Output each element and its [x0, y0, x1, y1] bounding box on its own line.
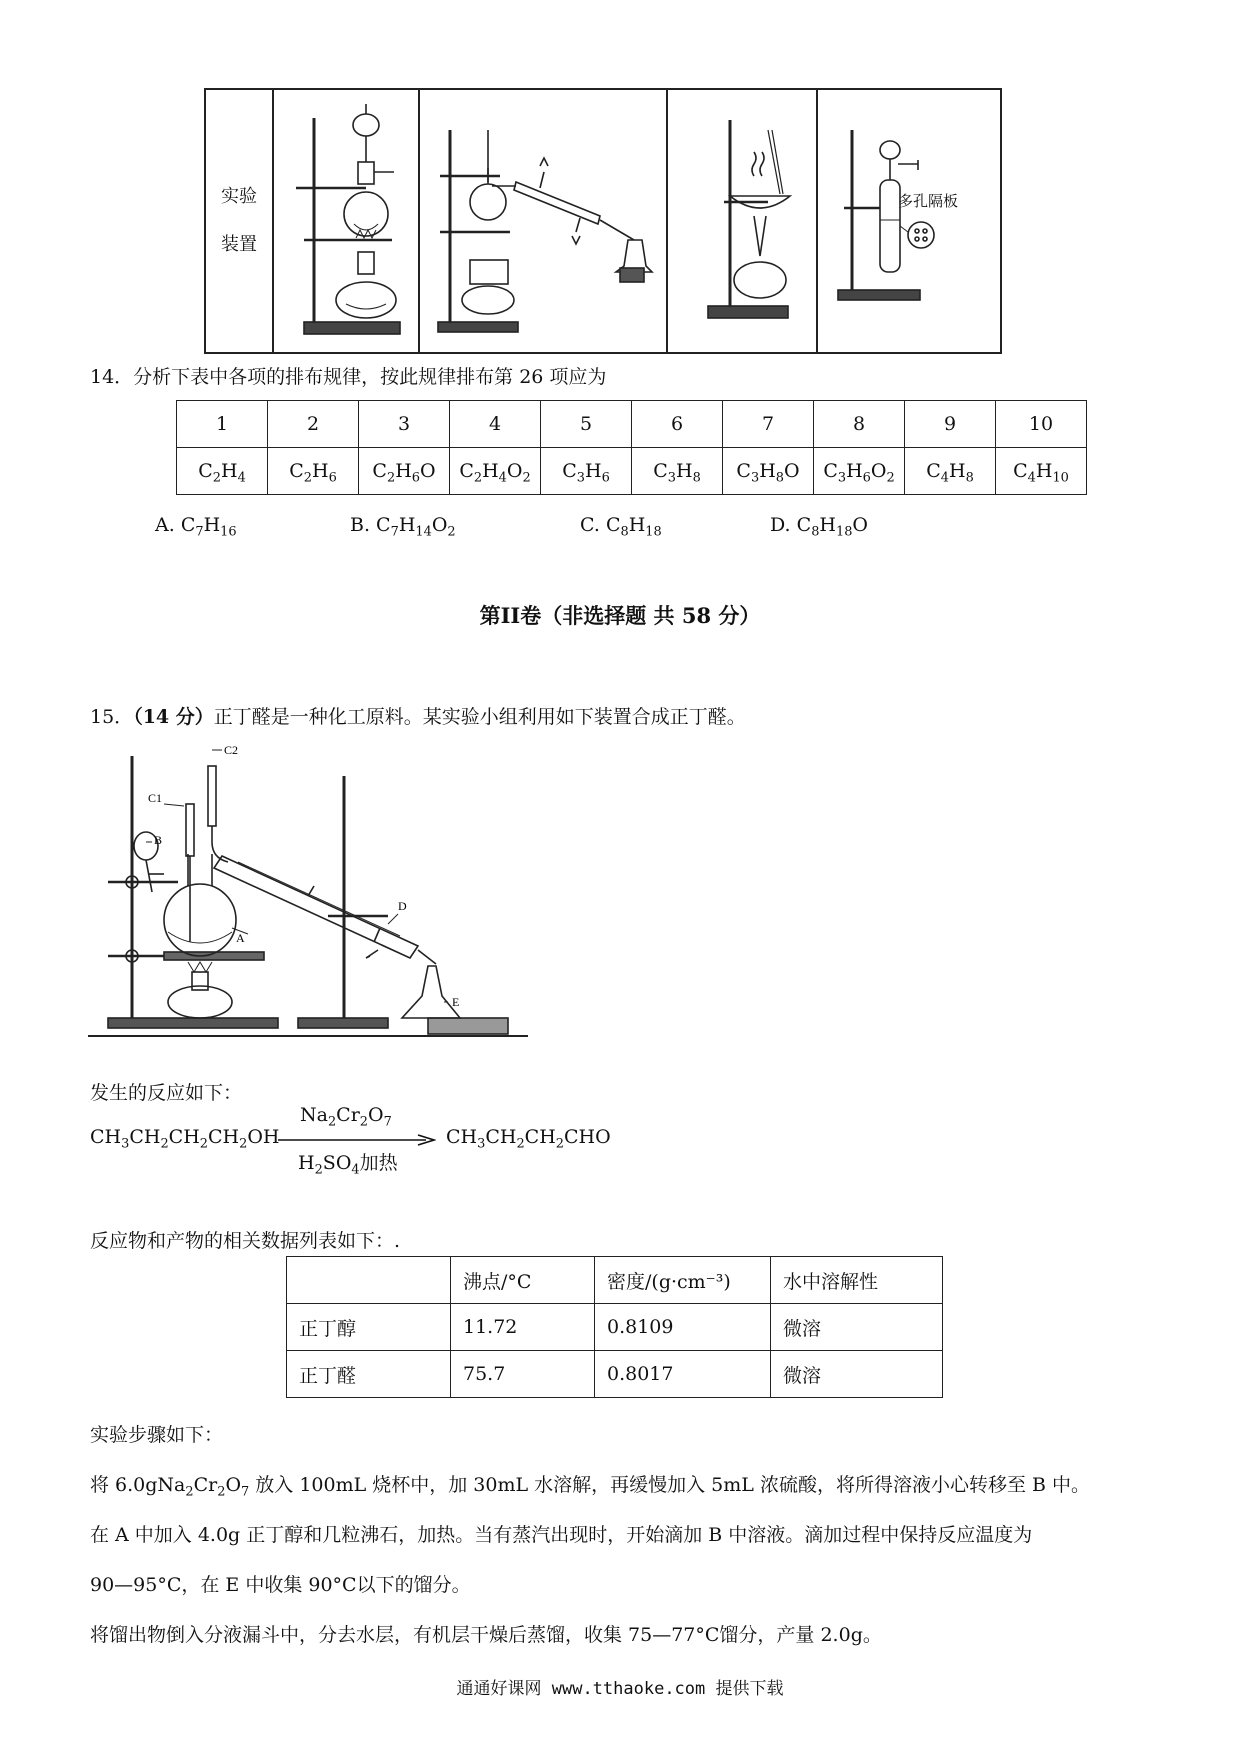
sequence-formula-cell	[541, 448, 632, 495]
sequence-index-row	[177, 401, 1087, 448]
apparatus-3-drawing	[668, 90, 816, 348]
formula-symbol: H	[759, 460, 776, 482]
formula-subscript: 6	[411, 470, 420, 486]
option-formula-symbol: C	[605, 514, 621, 536]
option-formula-subscript: 8	[620, 524, 629, 540]
formula-symbol: C	[289, 460, 304, 482]
reaction-reagent-top	[300, 1104, 392, 1130]
reagent-condition: 加热	[359, 1152, 398, 1174]
reaction-reagent-bottom	[298, 1148, 398, 1178]
formula-subscript: 2	[522, 470, 531, 486]
reagent-subscript: 2	[327, 1114, 337, 1130]
formula-subscript: 4	[237, 470, 246, 486]
sequence-formula-row	[177, 448, 1087, 495]
q14-option[interactable]	[580, 514, 662, 540]
sequence-formula-cell	[723, 448, 814, 495]
formula-subscript: 2	[386, 470, 396, 486]
table-intro: 反应物和产物的相关数据列表如下：.	[90, 1230, 401, 1252]
option-formula-subscript: 8	[811, 524, 820, 540]
sequence-formula-cell	[996, 448, 1087, 495]
reactant-subscript: 2	[239, 1136, 248, 1152]
q14-option-letter: A.	[155, 514, 181, 536]
formula-symbol: C	[823, 460, 838, 482]
formula-symbol: H	[220, 460, 238, 482]
reagent-symbol: H	[298, 1152, 315, 1174]
reactant-symbol: CH	[207, 1126, 240, 1148]
q15-points: （14 分）	[133, 706, 214, 728]
sequence-formula-cell	[814, 448, 905, 495]
row-label-line1: 实验	[221, 186, 257, 207]
data-table-row	[287, 1351, 943, 1398]
option-formula-subscript: 14	[415, 524, 432, 540]
sequence-formula-cell	[905, 448, 996, 495]
formula-subscript: 4	[940, 470, 949, 486]
formula-symbol: H	[482, 460, 499, 482]
data-table-cell: 正丁醇	[287, 1304, 451, 1351]
formula-symbol: C	[198, 460, 213, 482]
product-symbol: CH	[485, 1126, 517, 1148]
data-table-cell: 75.7	[451, 1351, 595, 1398]
data-table-cell: 正丁醛	[287, 1351, 451, 1398]
formula-symbol: C	[372, 460, 387, 482]
steps-title: 实验步骤如下：	[90, 1424, 224, 1446]
formula-symbol: C	[459, 460, 474, 482]
reactant-subscript: 2	[160, 1136, 169, 1152]
option-formula-subscript: 16	[220, 524, 237, 540]
reagent-symbol: Cr	[336, 1104, 360, 1126]
formula-subscript: 3	[576, 470, 585, 486]
q14-option[interactable]	[770, 514, 868, 540]
step-2-line-2: 90—95°C，在 E 中收集 90°C以下的馏分。	[90, 1574, 471, 1596]
formula-symbol: Cr	[193, 1474, 218, 1496]
formula-symbol: O	[225, 1474, 242, 1496]
apparatus-4-drawing	[818, 90, 1000, 348]
option-formula-subscript: 7	[390, 524, 399, 540]
sequence-index-cell: 3	[359, 401, 450, 448]
formula-symbol: H	[584, 460, 602, 482]
option-formula-symbol: H	[398, 514, 416, 536]
reaction-product	[446, 1126, 611, 1152]
q15-stem-line	[90, 702, 746, 729]
option-formula-subscript: 2	[447, 524, 456, 540]
formula-subscript: 2	[217, 1484, 226, 1500]
step-3: 将馏出物倒入分液漏斗中，分去水层，有机层干燥后蒸馏，收集 75—77°C馏分，产量 2.0g。	[90, 1624, 882, 1646]
step-1-text: 将 6.0g	[90, 1474, 158, 1496]
porous-plate-label: 多孔隔板	[898, 192, 959, 210]
sequence-table	[176, 400, 1087, 495]
sequence-index-cell: 8	[814, 401, 905, 448]
sequence-index-cell: 6	[632, 401, 723, 448]
formula-symbol: O	[506, 460, 523, 482]
formula-symbol: C	[562, 460, 577, 482]
sequence-index-cell: 4	[450, 401, 541, 448]
diagram-label-e: E	[452, 995, 460, 1009]
reagent-subscript: 4	[351, 1162, 360, 1178]
formula-subscript: 7	[241, 1484, 250, 1500]
formula-symbol: C	[926, 460, 941, 482]
sequence-formula-cell	[632, 448, 723, 495]
reagent-subscript: 7	[383, 1114, 392, 1130]
q14-stem: 14．分析下表中各项的排布规律，按此规律排布第 26 项应为	[90, 366, 607, 388]
formula-subscript: 6	[328, 470, 337, 486]
data-table	[286, 1256, 943, 1398]
option-formula-symbol: H	[203, 514, 221, 536]
reactant-symbol: CH	[129, 1126, 161, 1148]
section-title: 第II卷（非选择题 共 58 分）	[479, 603, 761, 628]
option-formula-symbol: O	[852, 514, 868, 536]
sequence-index-cell: 2	[268, 401, 359, 448]
apparatus-cell-3	[667, 89, 817, 353]
formula-subscript: 6	[601, 470, 610, 486]
q15-number: 15．	[90, 706, 134, 728]
q14-option-letter: B.	[350, 514, 377, 536]
formula-subscript: 10	[1052, 470, 1069, 486]
formula-symbol: H	[846, 460, 863, 482]
product-subscript: 2	[516, 1136, 525, 1152]
formula-symbol: C	[653, 460, 668, 482]
sequence-index-cell: 9	[905, 401, 996, 448]
formula-subscript: 2	[303, 470, 312, 486]
sequence-index-cell: 5	[541, 401, 632, 448]
apparatus-cell-1	[273, 89, 419, 353]
formula-symbol: O	[419, 460, 436, 482]
reaction-intro: 发生的反应如下：	[90, 1082, 243, 1104]
product-symbol: CHO	[563, 1126, 611, 1148]
option-formula-symbol: H	[819, 514, 836, 536]
formula-subscript: 6	[862, 470, 871, 486]
reactant-symbol: CH	[90, 1126, 122, 1148]
apparatus-cell-2	[419, 89, 667, 353]
formula-symbol: H	[311, 460, 329, 482]
data-table-header-cell: 沸点/°C	[451, 1257, 595, 1304]
formula-subscript: 4	[1027, 470, 1036, 486]
sequence-index-cell: 7	[723, 401, 814, 448]
sequence-formula-cell	[450, 448, 541, 495]
formula-subscript: 2	[185, 1484, 194, 1500]
formula-symbol: C	[736, 460, 751, 482]
q14-option-letter: C.	[580, 514, 606, 536]
step-1	[90, 1470, 1090, 1500]
product-symbol: CH	[524, 1126, 556, 1148]
reactant-subscript: 2	[199, 1136, 208, 1152]
data-table-row	[287, 1304, 943, 1351]
data-table-cell: 微溶	[771, 1351, 943, 1398]
formula-subscript: 4	[498, 470, 507, 486]
q14-option-letter: D.	[770, 514, 797, 536]
q14-option[interactable]	[155, 514, 237, 540]
step-1-text: 放入 100mL 烧杯中，加 30mL 水溶解，再缓慢加入 5mL 浓硫酸，将所得溶液小心转移至 B 中。	[249, 1474, 1090, 1496]
reactant-symbol: CH	[168, 1126, 200, 1148]
row-label-line2: 装置	[221, 234, 257, 255]
apparatus-2-drawing	[420, 90, 666, 348]
product-subscript: 2	[555, 1136, 564, 1152]
q14-options	[155, 514, 1055, 540]
option-formula-symbol: O	[431, 514, 448, 536]
data-table-header	[287, 1257, 943, 1304]
reagent-symbol: Na	[300, 1104, 328, 1126]
option-formula-symbol: C	[796, 514, 812, 536]
formula-subscript: 8	[692, 470, 701, 486]
apparatus-row-label	[205, 89, 273, 353]
footer-text: 通通好课网 www.tthaoke.com 提供下载	[456, 1679, 784, 1699]
reactant-subscript: 3	[121, 1136, 130, 1152]
formula-symbol: H	[1035, 460, 1053, 482]
formula-subscript: 2	[473, 470, 483, 486]
option-formula-symbol: C	[376, 514, 391, 536]
product-subscript: 3	[477, 1136, 486, 1152]
formula-symbol: O	[870, 460, 887, 482]
synthesis-apparatus-diagram	[88, 746, 528, 1046]
formula-subscript: 2	[212, 470, 221, 486]
q14-option[interactable]	[350, 514, 456, 540]
data-table-header-cell: 水中溶解性	[771, 1257, 943, 1304]
reagent-symbol: O	[368, 1104, 384, 1126]
formula-subscript: 3	[750, 470, 760, 486]
data-table-header-cell: 密度/(g·cm⁻³)	[595, 1257, 771, 1304]
diagram-label-b: B	[154, 833, 163, 847]
formula-symbol: Na	[157, 1474, 186, 1496]
formula-subscript: 8	[965, 470, 974, 486]
diagram-label-c1: C1	[148, 791, 163, 805]
sequence-formula-cell	[268, 448, 359, 495]
option-formula-subscript: 18	[835, 524, 853, 540]
option-formula-subscript: 7	[195, 524, 204, 540]
q15-stem: 正丁醛是一种化工原料。某实验小组利用如下装置合成正丁醛。	[213, 706, 746, 728]
formula-symbol: H	[948, 460, 966, 482]
apparatus-1-drawing	[274, 90, 418, 348]
sequence-index-cell: 1	[177, 401, 268, 448]
option-formula-symbol: C	[180, 514, 196, 536]
formula-subscript: 3	[667, 470, 676, 486]
reagent-symbol: SO	[322, 1152, 352, 1174]
sequence-formula-cell	[359, 448, 450, 495]
data-table-header-cell	[287, 1257, 451, 1304]
formula-symbol: H	[675, 460, 693, 482]
product-symbol: CH	[446, 1126, 478, 1148]
step-2-line-1: 在 A 中加入 4.0g 正丁醇和几粒沸石，加热。当有蒸汽出现时，开始滴加 B 中溶液。滴加过程中保持反应温度为	[90, 1524, 1033, 1546]
formula-symbol: H	[395, 460, 412, 482]
reactant-symbol: OH	[247, 1126, 280, 1148]
formula-subscript: 8	[775, 470, 784, 486]
formula-symbol: C	[1013, 460, 1028, 482]
reaction-reactant	[90, 1126, 280, 1152]
diagram-label-a: A	[236, 931, 245, 945]
reagent-subscript: 2	[314, 1162, 323, 1178]
reaction-arrow	[278, 1134, 436, 1146]
data-table-cell: 11.72	[451, 1304, 595, 1351]
apparatus-table	[204, 88, 1002, 354]
formula-subscript: 3	[837, 470, 847, 486]
sequence-index-cell: 10	[996, 401, 1087, 448]
option-formula-subscript: 18	[645, 524, 662, 540]
data-table-cell: 微溶	[771, 1304, 943, 1351]
data-table-cell: 0.8109	[595, 1304, 771, 1351]
reagent-subscript: 2	[359, 1114, 369, 1130]
sequence-formula-cell	[177, 448, 268, 495]
formula-symbol: O	[783, 460, 800, 482]
option-formula-symbol: H	[628, 514, 646, 536]
data-table-cell: 0.8017	[595, 1351, 771, 1398]
diagram-label-c2: C2	[224, 746, 239, 757]
diagram-label-d: D	[398, 899, 407, 913]
formula-subscript: 2	[886, 470, 895, 486]
apparatus-cell-4	[817, 89, 1001, 353]
